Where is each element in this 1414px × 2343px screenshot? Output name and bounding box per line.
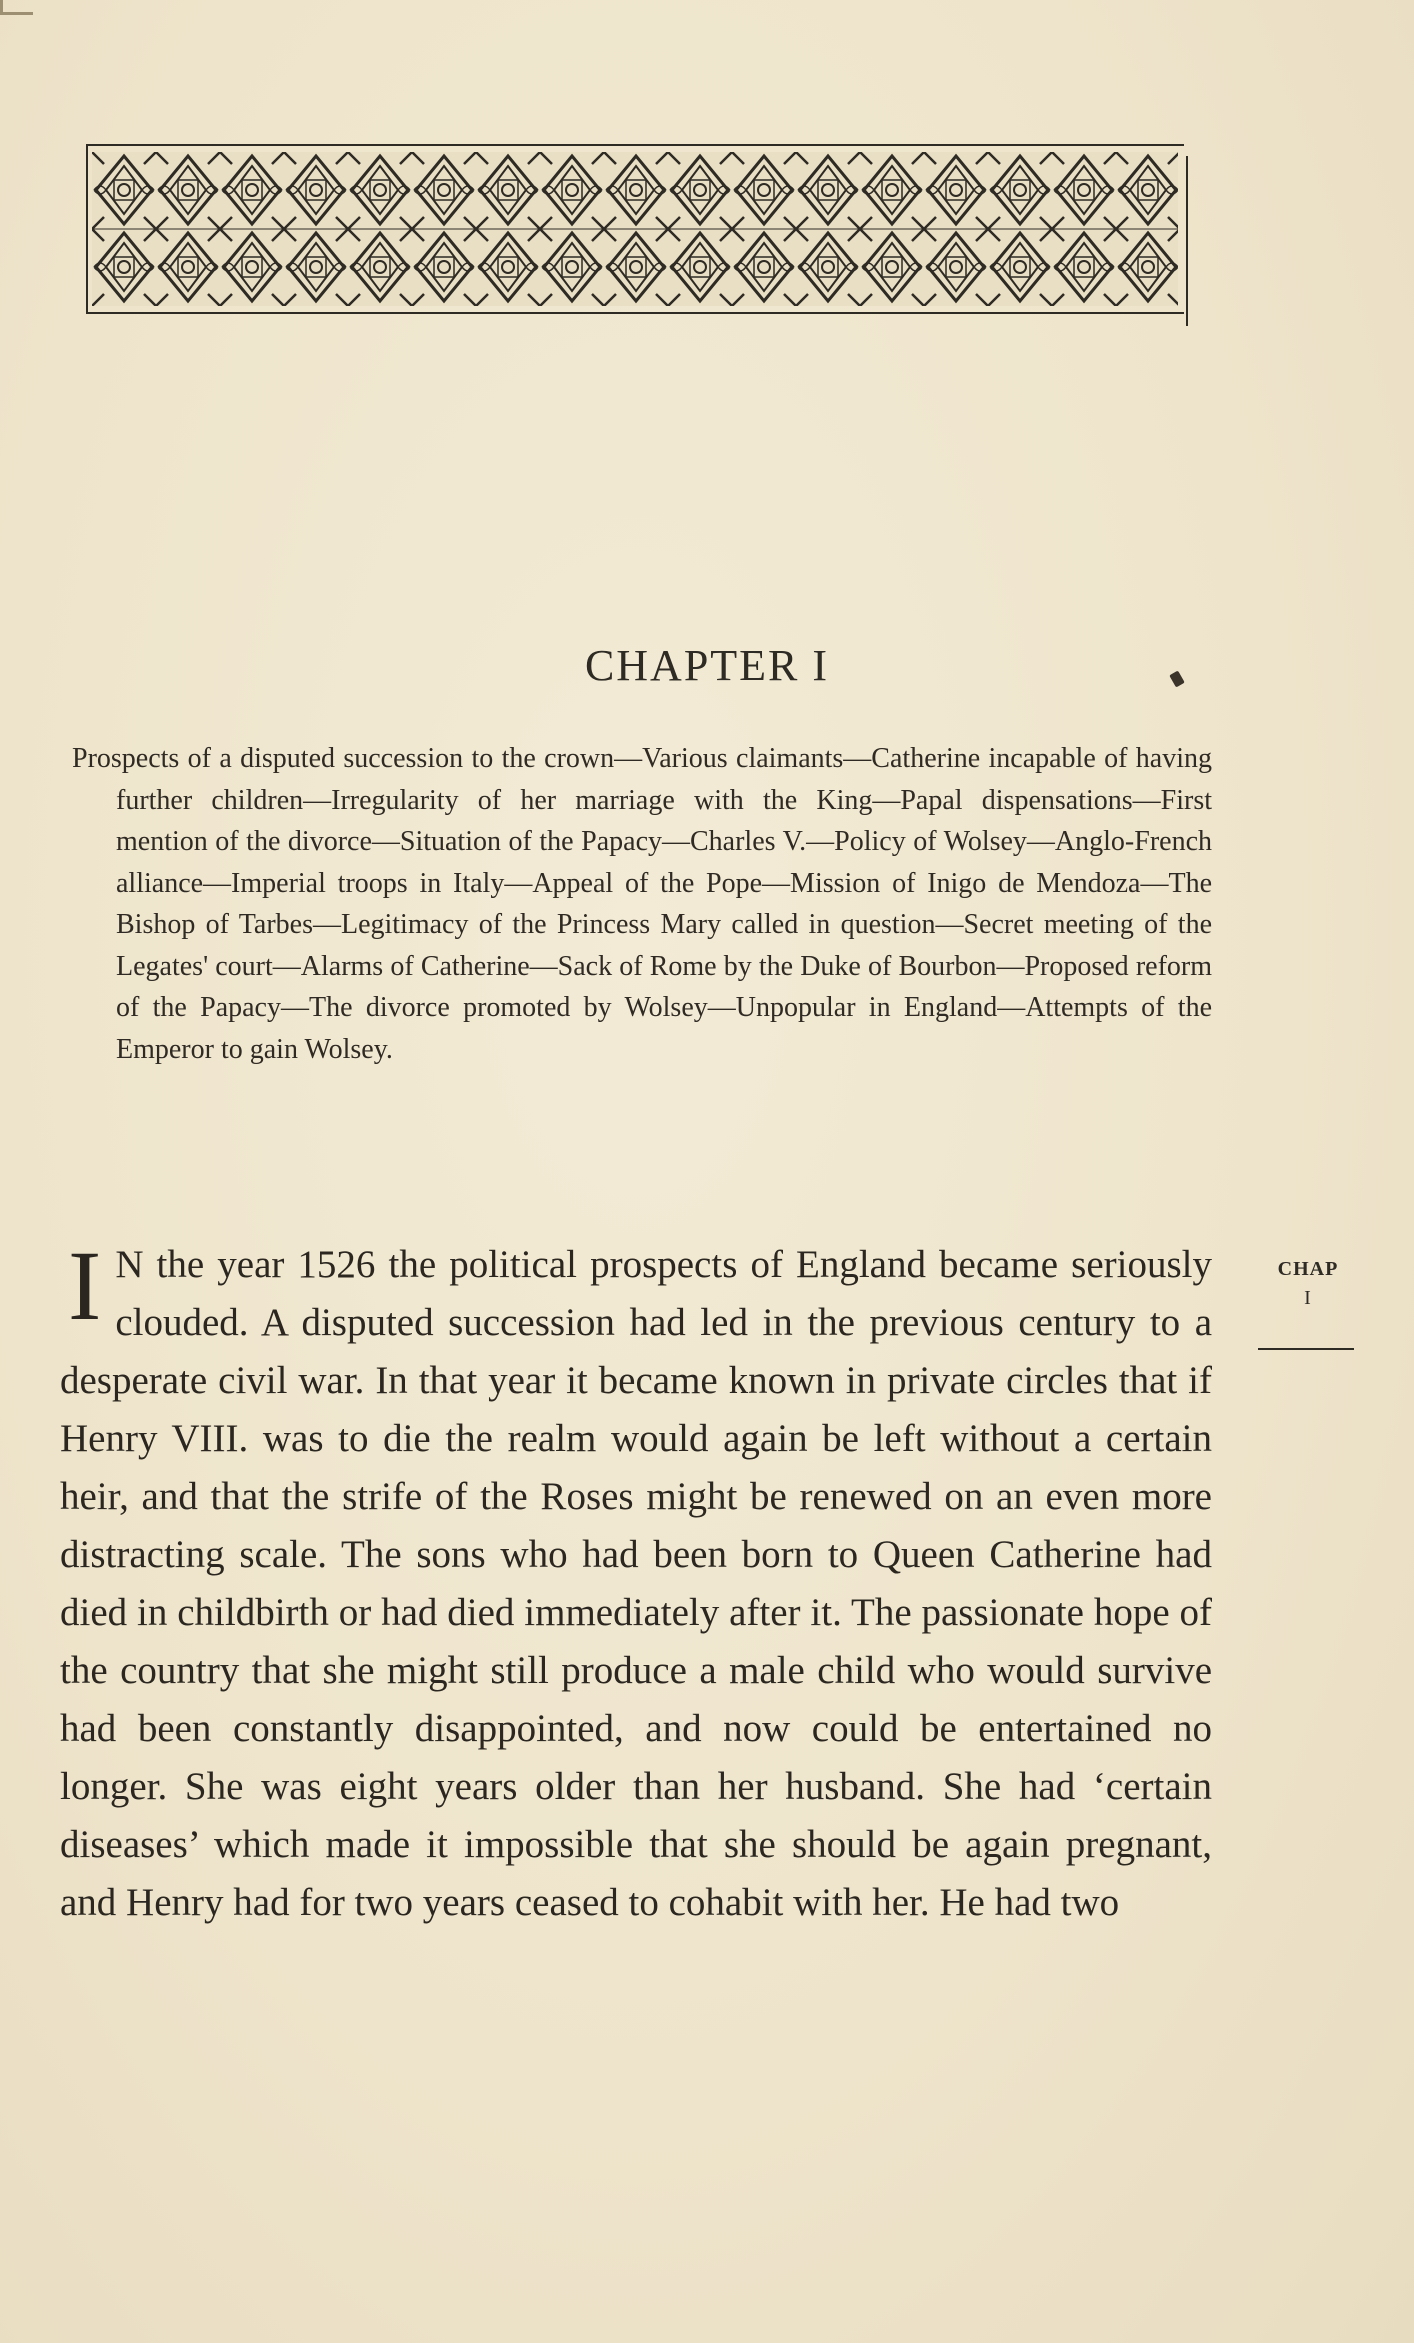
- ornamental-header-band: [86, 144, 1184, 314]
- chapter-synopsis: [72, 738, 1212, 1070]
- margin-note: [1258, 1258, 1358, 1310]
- chapter-title: CHAPTER I: [584, 641, 830, 690]
- body-text: N the year 1526 the political prospects of England became seriously clouded. A disputed succession had led in the previous century to a desperate civil war. In that year it became known in private circles that if Henry VIII. was to die the realm would again be left without a certain heir, and that the strife of the Roses might be renewed on an even more distracting scale. The sons who had been born to Queen Catherine had died in childbirth or had died immediately after it. The passionate hope of the country that she might still produce a male child who would survive had been constantly disappointed, and now could be entertained no longer. She was eight years older than her husband. She had ‘certain diseases’ which made it impossible that she should be again pregnant, and Henry had for two years ceased to cohabit with her. He had two: [60, 1243, 1212, 1924]
- ornament-pattern-icon: [92, 152, 1178, 306]
- margin-note-rule: [1258, 1348, 1354, 1350]
- margin-note-label: CHAP: [1277, 1258, 1339, 1280]
- margin-note-number: I: [1304, 1287, 1312, 1309]
- corner-mark: [0, 0, 33, 15]
- synopsis-text: Prospects of a disputed succession to the crown—Various claimants—Catherine incapable of having further children—Irregularity of her marriage with the King—Papal dispensations—First mention of the divorce—Situation of the Papacy—Charles V.—Policy of Wolsey—Anglo-French alliance—Imperial troops in Italy—Appeal of the Pope—Mission of Inigo de Mendoza—The Bishop of Tarbes—Legitimacy of the Princess Mary called in question—Secret meeting of the Legates' court—Alarms of Catherine—Sack of Rome by the Duke of Bourbon—Proposed reform of the Papacy—The divorce promoted by Wolsey—Unpopular in England—Attempts of the Emperor to gain Wolsey.: [72, 743, 1212, 1065]
- drop-cap: I: [68, 1230, 102, 1341]
- body-paragraph: [60, 1230, 1212, 1932]
